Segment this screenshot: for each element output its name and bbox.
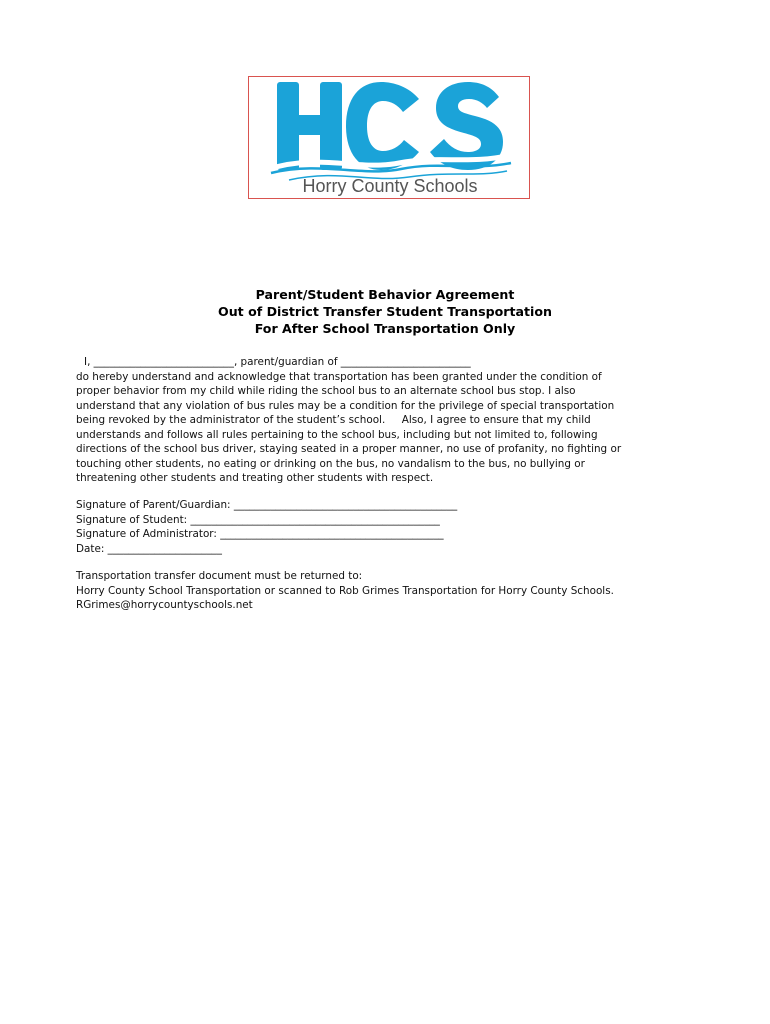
return-instructions bbox=[76, 569, 614, 613]
agreement-line: understands and follows all rules pertaining to the school bus, including but not limited to, following bbox=[76, 428, 598, 441]
agreement-line: understand that any violation of bus rules may be a condition for the privilege of special transportation bbox=[76, 399, 615, 412]
student-signature-line[interactable]: Signature of Student: ________________________________________________ bbox=[76, 513, 440, 526]
return-destination: Horry County School Transportation or scanned to Rob Grimes Transportation for Horry County Schools. bbox=[76, 584, 614, 597]
signature-section bbox=[76, 498, 457, 556]
date-line[interactable]: Date: ______________________ bbox=[76, 542, 222, 555]
hcs-logo-graphic bbox=[249, 77, 529, 198]
logo-letter-c bbox=[346, 82, 419, 170]
agreement-line: proper behavior from my child while riding the school bus to an alternate school bus stop. I also bbox=[76, 385, 576, 397]
title-line-1: Parent/Student Behavior Agreement bbox=[255, 287, 515, 302]
title-line-3: For After School Transportation Only bbox=[254, 321, 516, 336]
return-heading: Transportation transfer document must be returned to: bbox=[76, 570, 363, 582]
agreement-paragraph bbox=[76, 355, 696, 486]
logo-school-name: Horry County Schools bbox=[302, 176, 478, 196]
agreement-line: I, ___________________________, parent/guardian of _________________________ bbox=[84, 356, 471, 368]
parent-signature-line[interactable]: Signature of Parent/Guardian: ___________________________________________ bbox=[76, 499, 458, 511]
return-email[interactable]: RGrimes@horrycountyschools.net bbox=[76, 599, 253, 611]
administrator-signature-line[interactable]: Signature of Administrator: ___________________________________________ bbox=[76, 528, 444, 540]
title-line-2: Out of District Transfer Student Transportation bbox=[218, 304, 552, 319]
agreement-line: touching other students, no eating or drinking on the bus, no vandalism to the bus, no bullying or bbox=[76, 457, 585, 470]
agreement-line: do hereby understand and acknowledge that transportation has been granted under the condition of bbox=[76, 370, 602, 383]
hcs-logo bbox=[248, 76, 530, 199]
agreement-line: being revoked by the administrator of the student’s school. Also, I agree to ensure that my child bbox=[76, 414, 591, 426]
agreement-line: directions of the school bus driver, staying seated in a proper manner, no use of profanity, no fighting or bbox=[76, 443, 622, 455]
agreement-line: threatening other students and treating other students with respect. bbox=[76, 472, 434, 484]
logo-letter-h bbox=[277, 82, 342, 170]
document-title bbox=[0, 286, 770, 337]
